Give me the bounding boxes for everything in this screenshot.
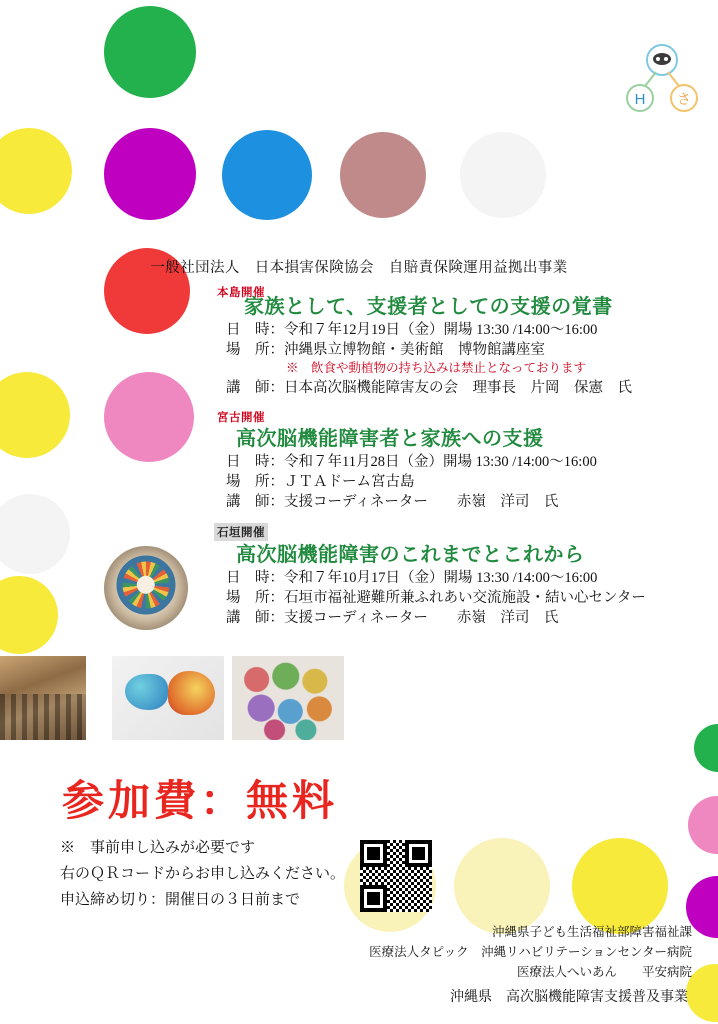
place-label: 場 所： (226, 474, 284, 490)
decor-circle (0, 128, 72, 214)
association-logo (622, 42, 694, 114)
speaker-value: 支援コーディネーター 赤嶺 洋司 氏 (284, 494, 559, 510)
date-value: 令和７年10月17日（金）開場 13:30 /14:00〜16:00 (284, 570, 598, 586)
decor-circle (688, 796, 718, 854)
session-tag-miyako: 宮古開催 (217, 412, 265, 424)
speaker-value: 支援コーディネーター 赤嶺 洋司 氏 (284, 610, 559, 626)
date-label: 日 時： (226, 570, 284, 586)
session-tag-honto: 本島開催 (217, 287, 265, 299)
date-value: 令和７年11月28日（金）開場 13:30 /14:00〜16:00 (284, 454, 597, 470)
session-title-miyako: 高次脳機能障害者と家族への支援 (236, 428, 544, 450)
fee-heading: 参加費：無料 (62, 779, 339, 825)
session-tag-ishigaki: 石垣開催 (214, 523, 268, 541)
apply-note-1: ※ 事前申し込みが必要です (60, 840, 256, 856)
clay-objects-photo (232, 656, 344, 740)
date-label: 日 時： (226, 454, 284, 470)
qr-eye-icon (405, 840, 432, 867)
svg-text:H: H (634, 91, 646, 108)
session-place-ishigaki (226, 586, 646, 607)
place-value: ＪＴＡドーム宮古島 (284, 474, 415, 490)
speaker-label: 講 師： (226, 610, 284, 626)
session-place-miyako (226, 470, 415, 491)
session-speaker-ishigaki (226, 606, 558, 627)
decor-circle (0, 576, 58, 654)
decor-circle (104, 372, 194, 462)
svg-text:さ: さ (677, 91, 691, 107)
decor-circle (454, 838, 550, 934)
footer-program-name: 沖縄県 高次脳機能障害支援普及事業 (450, 990, 688, 1005)
artwork-photo (112, 656, 224, 740)
decor-circle (460, 132, 546, 218)
session-note-honto: ※ 飲食や動植物の持ち込みは禁止となっております (286, 361, 587, 375)
decor-circle (0, 372, 70, 458)
crowd-photo (0, 656, 86, 740)
decor-circle (104, 6, 196, 98)
speaker-label: 講 師： (226, 380, 284, 396)
speaker-label: 講 師： (226, 494, 284, 510)
place-label: 場 所： (226, 590, 284, 606)
session-place-honto (226, 338, 545, 359)
dreamcatcher-photo (104, 546, 188, 630)
date-label: 日 時： (226, 322, 284, 338)
session-date-ishigaki (226, 566, 597, 587)
decor-circle (340, 132, 426, 218)
qr-eye-icon (360, 840, 387, 867)
decor-circle (222, 130, 312, 220)
session-date-honto (226, 318, 597, 339)
organizer-line: 一般社団法人 日本損害保険協会 自賠責保険運用益拠出事業 (150, 260, 568, 276)
decor-circle (694, 724, 718, 772)
decor-circle (0, 494, 70, 574)
footer-org-1: 沖縄県子ども生活福祉部障害福祉課 (491, 925, 692, 939)
session-date-miyako (226, 450, 597, 471)
application-qr-code[interactable] (360, 840, 432, 912)
footer-org-3: 医療法人へいあん 平安病院 (516, 965, 692, 979)
session-speaker-honto (226, 376, 632, 397)
place-label: 場 所： (226, 342, 284, 358)
speaker-value: 日本高次脳機能障害友の会 理事長 片岡 保憲 氏 (284, 380, 632, 396)
qr-eye-icon (360, 885, 387, 912)
place-value: 沖縄県立博物館・美術館 博物館講座室 (284, 342, 545, 358)
place-value: 石垣市福祉避難所兼ふれあい交流施設・結い心センター (284, 590, 646, 606)
footer-org-2: 医療法人タピック 沖縄リハビリテーションセンター病院 (369, 945, 692, 959)
session-speaker-miyako (226, 490, 558, 511)
session-title-ishigaki: 高次脳機能障害のこれまでとこれから (236, 544, 585, 566)
decor-circle (104, 128, 196, 220)
apply-note-2: 右のＱＲコードからお申し込みください。 (60, 866, 346, 882)
decor-circle (572, 838, 668, 934)
date-value: 令和７年12月19日（金）開場 13:30 /14:00〜16:00 (284, 322, 598, 338)
session-title-honto: 家族として、支援者としての支援の覚書 (244, 296, 613, 318)
apply-note-3: 申込締め切り：開催日の３日前まで (60, 892, 301, 908)
